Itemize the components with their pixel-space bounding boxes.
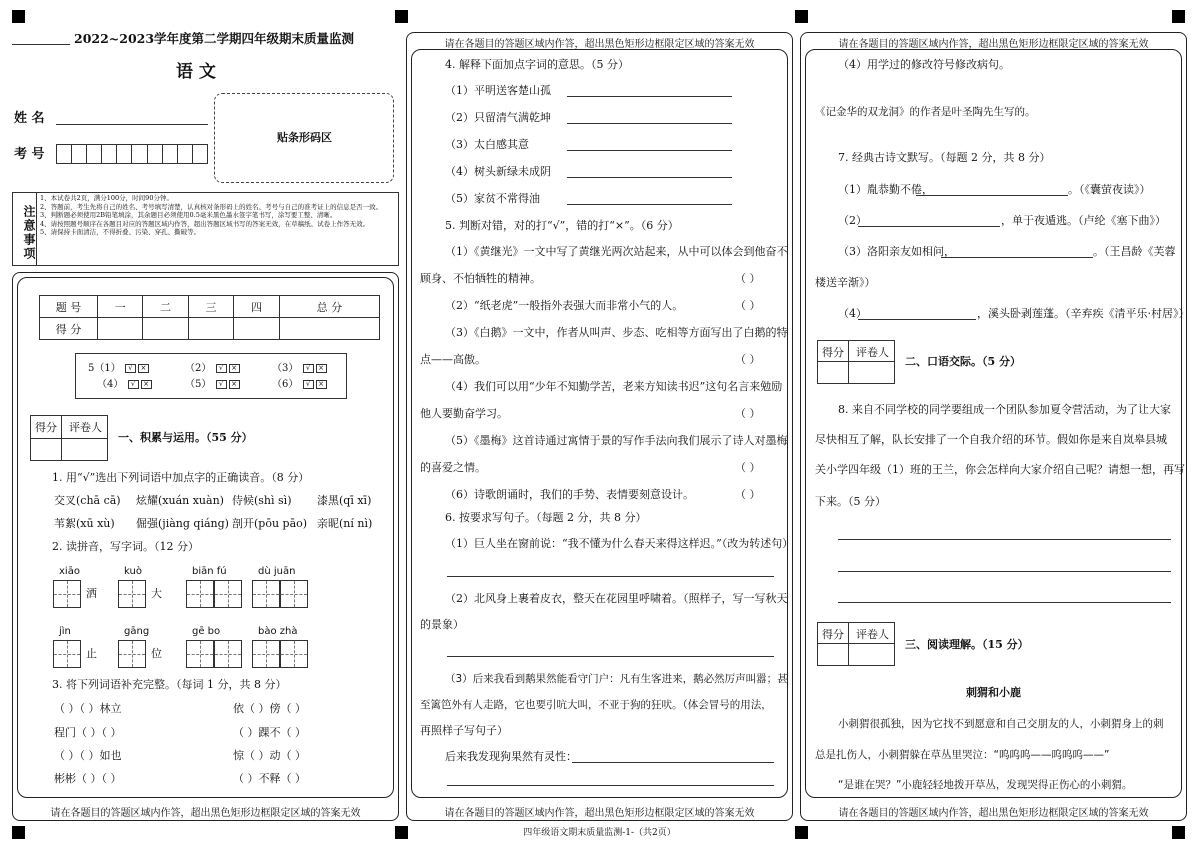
q7-4-start: （4）	[838, 307, 867, 320]
q6-2-prompt: 的景象）	[420, 618, 464, 631]
writing-box[interactable]	[252, 640, 280, 668]
exam-no-cell[interactable]	[87, 145, 102, 163]
writing-box[interactable]	[214, 640, 242, 668]
q7-3-start: （3）洛阳亲友如相问，	[838, 245, 955, 258]
writing-box[interactable]	[118, 640, 146, 668]
true-mark-box[interactable]: √	[303, 364, 314, 373]
score-table-header: 三	[188, 296, 233, 318]
q7-3-answer-line[interactable]	[941, 257, 1093, 258]
q1-option: 交叉(chā cā)	[54, 494, 121, 507]
false-mark-box[interactable]: ×	[316, 364, 327, 373]
grader-label: 评卷人	[856, 346, 889, 359]
corner-mark	[1172, 10, 1185, 23]
judge-row	[272, 362, 328, 376]
score-cell[interactable]	[98, 318, 143, 340]
q8-prompt: 8. 来自不同学校的同学要组成一个团队参加夏令营活动，为了让大家	[838, 403, 1171, 416]
true-mark-box[interactable]: √	[125, 364, 136, 373]
question-7: 7. 经典古诗文默写。（每题 2 分，共 8 分）	[838, 151, 1051, 164]
q1-option: 亲昵(ní nì)	[317, 517, 373, 530]
q1-option: 剖开(pōu pāo)	[232, 517, 308, 530]
q5-statement: 的喜爱之情。	[420, 461, 486, 474]
pinyin-label: biān fú	[192, 566, 227, 577]
top-warning: 请在各题目的答题区域内作答，超出黑色矩形边框限定区域的答案无效	[838, 39, 1149, 50]
exam-no-cell[interactable]	[72, 145, 87, 163]
score-table-header: 四	[234, 296, 279, 318]
story-paragraph: “是谁在哭？”小鹿轻轻地拨开草丛，发现哭得正伤心的小刺猬。	[838, 779, 1133, 791]
pinyin-label: kuò	[124, 566, 142, 577]
score-table	[39, 295, 380, 340]
q7-4-answer-line[interactable]	[858, 319, 976, 320]
bottom-warning: 请在各题目的答题区域内作答，超出黑色矩形边框限定区域的答案无效	[838, 808, 1149, 819]
page-footer: 四年级语文期末质量监测-1-（共2页）	[523, 828, 676, 838]
judge-fill-box	[75, 353, 347, 399]
exam-no-cell[interactable]	[148, 145, 163, 163]
q6-3-answer-line[interactable]	[572, 762, 774, 763]
writing-box[interactable]	[280, 580, 308, 608]
judge-row	[185, 362, 241, 376]
q6-3-start: 后来我发现狗果然有灵性：	[445, 750, 577, 763]
question-4: 4. 解释下面加点字词的意思。（5 分）	[445, 58, 629, 71]
q3-item[interactable]: 彬彬（ ）（ ）	[54, 772, 122, 785]
q3-item[interactable]: （ ）踝不（ ）	[233, 726, 306, 739]
q7-3-end-cont: 楼送辛渐》）	[815, 276, 876, 289]
judge-label: （2）	[185, 363, 212, 374]
subject-title: 语 文	[176, 62, 216, 82]
score-label: 得分	[35, 421, 57, 434]
story-title: 刺猬和小鹿	[966, 686, 1021, 699]
question-1: 1. 用“√”选出下列词语中加点字的正确读音。（8 分）	[52, 471, 310, 484]
score-table-header: 题 号	[40, 296, 98, 318]
judge-label: （5）	[185, 379, 212, 390]
q5-statement: （2）“纸老虎”一般指外表强大而非常小气的人。	[445, 299, 684, 312]
writing-box[interactable]	[186, 580, 214, 608]
true-mark-box[interactable]: √	[216, 364, 227, 373]
given-character: 大	[151, 587, 162, 600]
q4-item: （3）太白感其意	[445, 138, 529, 151]
judge-row	[97, 378, 153, 392]
exam-no-cell[interactable]	[193, 145, 207, 163]
q6-2-prompt: （2）北风身上裹着皮衣，整天在花园里呼啸着。（照样子，写一写秋天	[445, 592, 788, 605]
q3-item[interactable]: 程门（ ）（ ）	[54, 726, 122, 739]
bottom-warning: 请在各题目的答题区域内作答，超出黑色矩形边框限定区域的答案无效	[50, 808, 361, 819]
corner-mark	[12, 10, 25, 23]
pinyin-label: jìn	[59, 626, 71, 637]
false-mark-box[interactable]: ×	[141, 380, 152, 389]
q6-3-answer-line[interactable]	[447, 785, 774, 786]
false-mark-box[interactable]: ×	[316, 380, 327, 389]
exam-no-cell[interactable]	[102, 145, 117, 163]
writing-box[interactable]	[186, 640, 214, 668]
judge-label: 5（1）	[88, 363, 121, 374]
corner-mark	[1172, 826, 1185, 839]
q7-2-start: （2）	[838, 214, 867, 227]
exam-no-cell[interactable]	[163, 145, 178, 163]
q6-1-answer-line[interactable]	[447, 576, 774, 577]
q3-item[interactable]: （ ）不释（ ）	[233, 772, 306, 785]
q8-prompt: 关小学四年级（1）班的王兰，你会怎样向大家介绍自己呢？请想一想，再写	[815, 463, 1185, 476]
notice-item: 3、判断题必须使用2B铅笔填涂，其余题目必须使用0.5毫米黑色墨水签字笔书写，涂写要工整、清晰。	[40, 211, 337, 220]
bottom-warning: 请在各题目的答题区域内作答，超出黑色矩形边框限定区域的答案无效	[444, 808, 755, 819]
score-cell[interactable]	[279, 318, 379, 340]
grader-box	[817, 340, 895, 384]
score-cell[interactable]	[143, 318, 188, 340]
section-1-heading: 一、积累与运用。（55 分）	[118, 431, 253, 444]
q8-prompt: 下来。（5 分）	[815, 495, 886, 508]
q8-prompt: 尽快相互了解，队长安排了一个自我介绍的环节。假如你是来自岚皋县城	[815, 433, 1167, 446]
judgement-blank[interactable]: （ ）	[735, 353, 761, 366]
q6-3-prompt: 再照样子写句子）	[420, 724, 508, 737]
q8-answer-line[interactable]	[838, 571, 1171, 572]
pinyin-label: bào zhà	[258, 626, 298, 637]
notice-item: 1、本试卷共2页，满分100分，时间90分钟。	[40, 194, 173, 202]
q3-item[interactable]: 惊（ ）动（ ）	[233, 749, 306, 762]
q8-answer-line[interactable]	[838, 602, 1171, 603]
grader-box	[30, 415, 108, 461]
q8-answer-line[interactable]	[838, 539, 1171, 540]
q7-1-start: （1）胤恭勤不倦，	[838, 183, 933, 196]
false-mark-box[interactable]: ×	[229, 364, 240, 373]
corner-mark	[795, 826, 808, 839]
writing-box[interactable]	[214, 580, 242, 608]
q6-4-sentence[interactable]: 《记金华的双龙洞》的作者是叶圣陶先生写的。	[815, 106, 1036, 118]
name-label: 姓 名	[14, 111, 45, 126]
judge-label: （3）	[272, 363, 299, 374]
writing-box[interactable]	[118, 580, 146, 608]
q5-statement: 他人要勤奋学习。	[420, 407, 508, 420]
score-label: 得分	[822, 628, 844, 641]
notice-item: 2、答题前，考生先将自己的姓名、考号填写清楚，认真核对条形码上的姓名、考号与自己的准考证上的信息是否一致。	[40, 202, 383, 211]
q4-item: （2）只留清气满乾坤	[445, 111, 551, 124]
notice-item: 5、请保持卡面清洁，不得折叠、污染、穿孔、撕破等。	[40, 228, 201, 237]
question-3: 3. 将下列词语补充完整。（每词 1 分，共 8 分）	[52, 678, 287, 691]
exam-no-cell[interactable]	[132, 145, 147, 163]
q5-statement: （5）《墨梅》这首诗通过寓情于景的写作手法向我们展示了诗人对墨梅	[445, 434, 788, 447]
q4-answer-line[interactable]	[567, 96, 732, 97]
story-paragraph: 总是扎伤人，小刺猬躲在草丛里哭泣：“呜呜呜——呜呜呜——”	[815, 749, 1110, 761]
notice-item: 4、请按照题号顺序在各题目对应的答题区域内作答，超出答题区域书写的答案无效，在草稿纸、试卷上作答无效。	[40, 219, 370, 228]
judgement-blank[interactable]: （ ）	[735, 407, 761, 420]
judgement-blank[interactable]: （ ）	[735, 488, 761, 501]
exam-no-label: 考 号	[14, 147, 45, 162]
judge-row	[185, 378, 241, 392]
score-cell[interactable]	[234, 318, 279, 340]
q6-4-prompt: （4）用学过的修改符号修改病句。	[838, 58, 1010, 71]
q5-statement: 顾身、不怕牺牲的精神。	[420, 272, 541, 285]
question-6: 6. 按要求写句子。（每题 2 分，共 8 分）	[445, 511, 647, 524]
q3-item[interactable]: 依（ ）傍（ ）	[233, 702, 306, 715]
corner-mark	[12, 826, 25, 839]
true-mark-box[interactable]: √	[216, 380, 227, 389]
score-label: 得分	[822, 346, 844, 359]
barcode-label: 贴条形码区	[277, 131, 332, 144]
q4-answer-line[interactable]	[567, 177, 732, 178]
q7-1-end: 。（《囊萤夜读》）	[1068, 183, 1151, 196]
q7-1-answer-line[interactable]	[916, 195, 1068, 196]
judgement-blank[interactable]: （ ）	[735, 299, 761, 312]
grader-label: 评卷人	[69, 421, 102, 434]
false-mark-box[interactable]: ×	[138, 364, 149, 373]
q3-item[interactable]: （ ）（ ）林立	[54, 702, 122, 715]
q1-option: 炫耀(xuán xuàn)	[136, 494, 224, 507]
school-blank[interactable]	[12, 44, 70, 45]
name-field[interactable]	[56, 124, 208, 125]
pinyin-label: dù juān	[258, 566, 296, 577]
exam-no-cell[interactable]	[57, 145, 72, 163]
q1-option: 倔强(jiàng qiáng)	[136, 517, 229, 530]
given-character: 洒	[86, 587, 97, 600]
q4-item: （5）家贫不常得油	[445, 192, 540, 205]
true-mark-box[interactable]: √	[128, 380, 139, 389]
exam-no-cell[interactable]	[117, 145, 132, 163]
q1-option: 漆黑(qī xī)	[317, 494, 372, 507]
q5-statement: （6）诗歌朗诵时，我们的手势、表情要刻意设计。	[445, 488, 694, 501]
q6-1-prompt: （1）巨人坐在窗前说：“我不懂为什么春天来得这样迟。”（改为转述句）	[445, 537, 794, 550]
q7-4-end: ，溪头卧剥莲蓬。（辛弃疾《清平乐·村居》）	[977, 307, 1190, 320]
true-mark-box[interactable]: √	[303, 380, 314, 389]
question-2: 2. 读拼音，写字词。（12 分）	[52, 540, 199, 553]
q4-item: （4）树头新绿未成阴	[445, 165, 551, 178]
story-paragraph: 小刺猬很孤独，因为它找不到愿意和自己交朋友的人，小刺猬身上的刺	[838, 718, 1164, 730]
score-row-label: 得 分	[40, 318, 98, 340]
q4-answer-line[interactable]	[567, 150, 732, 151]
score-cell[interactable]	[188, 318, 233, 340]
pinyin-label: gē bo	[192, 626, 221, 637]
judgement-blank[interactable]: （ ）	[735, 272, 761, 285]
section-3-heading: 三、阅读理解。（15 分）	[905, 638, 1029, 651]
q4-answer-line[interactable]	[567, 123, 732, 124]
q7-3-end: 。（王昌龄《芙蓉	[1093, 245, 1176, 258]
writing-box[interactable]	[280, 640, 308, 668]
q5-statement: （3）《白鹅》一文中，作者从叫声、步态、吃相等方面写出了白鹅的特	[445, 326, 788, 339]
q6-2-answer-line[interactable]	[447, 656, 774, 657]
exam-no-cell[interactable]	[178, 145, 193, 163]
q4-answer-line[interactable]	[567, 204, 732, 205]
judge-row	[272, 378, 328, 392]
score-table-header: 总 分	[279, 296, 379, 318]
judge-row	[88, 362, 150, 376]
pinyin-label: xiāo	[59, 566, 80, 577]
given-character: 位	[151, 647, 162, 660]
section-2-heading: 二、口语交际。（5 分）	[905, 355, 1021, 368]
q1-option: 苇絮(xū xù)	[54, 517, 115, 530]
q5-statement: （1）《黄继光》一文中写了黄继光两次站起来，从中可以体会到他奋不	[445, 245, 788, 258]
exam-title: 2022~2023学年度第二学期四年级期末质量监测	[74, 31, 355, 46]
top-warning: 请在各题目的答题区域内作答，超出黑色矩形边框限定区域的答案无效	[444, 39, 755, 50]
q5-statement: 点——高傲。	[420, 353, 486, 366]
q3-item[interactable]: （ ）（ ）如也	[54, 749, 122, 762]
judgement-blank[interactable]: （ ）	[735, 461, 761, 474]
score-table-header: 一	[98, 296, 143, 318]
pinyin-label: gāng	[124, 626, 150, 637]
exam-no-field[interactable]	[56, 144, 208, 164]
q6-3-prompt: （3）后来我看到鹅果然能看守门户：凡有生客进来，鹅必然厉声叫嚣；甚	[445, 673, 788, 685]
q7-2-end: ，单于夜遁逃。（卢纶《塞下曲》）	[1001, 214, 1166, 227]
judge-label: （6）	[272, 379, 299, 390]
corner-mark	[795, 10, 808, 23]
q7-2-answer-line[interactable]	[858, 226, 1000, 227]
judge-label: （4）	[97, 379, 124, 390]
writing-box[interactable]	[53, 640, 81, 668]
writing-box[interactable]	[53, 580, 81, 608]
false-mark-box[interactable]: ×	[229, 380, 240, 389]
notice-list	[40, 194, 396, 237]
notice-title: 注意事项	[13, 193, 37, 265]
given-character: 止	[86, 647, 97, 660]
grader-box	[817, 622, 895, 666]
corner-mark	[395, 10, 408, 23]
score-table-header: 二	[143, 296, 188, 318]
writing-box[interactable]	[252, 580, 280, 608]
q6-3-prompt: 至篱笆外有人走路，它也要引吭大叫，不亚于狗的狂吠。（体会冒号的用法，	[420, 699, 772, 711]
grader-label: 评卷人	[856, 628, 889, 641]
question-5: 5. 判断对错，对的打“√”，错的打“×”。（6 分）	[445, 219, 679, 232]
q5-statement: （4）我们可以用“少年不知勤学苦，老来方知读书迟”这句名言来勉励	[445, 380, 783, 393]
q4-item: （1）平明送客楚山孤	[445, 84, 551, 97]
q1-option: 侍候(shì sì)	[232, 494, 292, 507]
